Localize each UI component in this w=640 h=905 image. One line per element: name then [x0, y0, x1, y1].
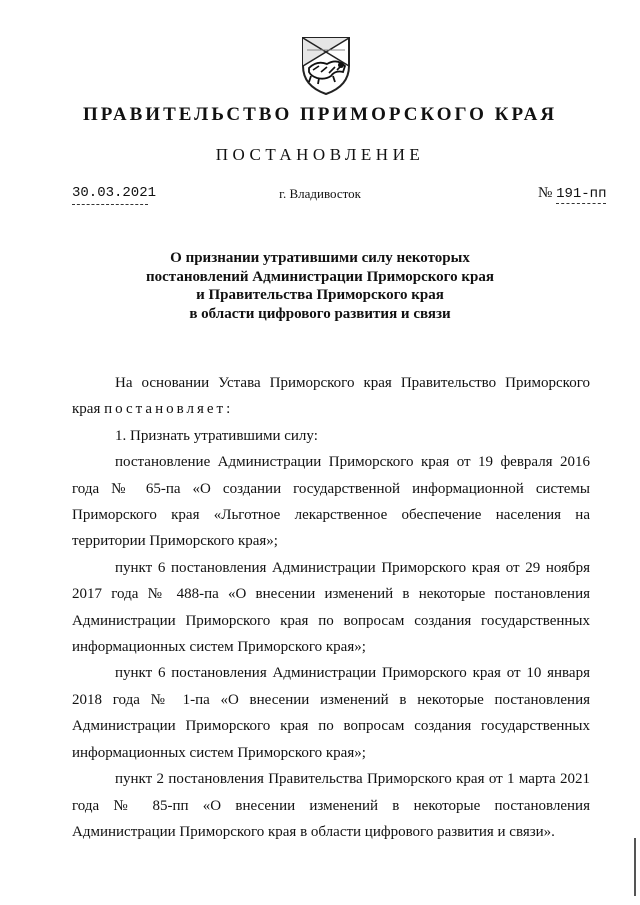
- date-underline: [72, 204, 148, 205]
- intro-text: На основании Устава Приморского края Правительство Приморского края: [72, 375, 590, 418]
- number-sign: №: [538, 185, 553, 201]
- government-name: ПРАВИТЕЛЬСТВО ПРИМОРСКОГО КРАЯ: [82, 104, 558, 125]
- list-item: пункт 6 постановления Администрации Приморского края от 10 января 2018 года № 1-па «О внесении изменений в некоторые постановления Администрации Приморского края по вопросам создания государственных информационных систем Приморского края»;: [72, 665, 590, 761]
- decree-number-value: 191-пп: [556, 186, 607, 202]
- list-item: постановление Администрации Приморского края от 19 февраля 2016 года № 65-па «О создании государственной информационной системы Приморского края «Льготное лекарственное обеспечение населения на территории Приморского края»;: [72, 454, 590, 550]
- decree-number: [538, 185, 606, 202]
- decree-body: [72, 370, 590, 845]
- list-item: пункт 6 постановления Администрации Приморского края от 29 ноября 2017 года № 488-па «О внесении изменений в некоторые постановления Администрации Приморского края по вопросам создания государственных информационных систем Приморского края»;: [72, 559, 590, 656]
- decree-city: г. Владивосток: [279, 186, 361, 201]
- intro-paragraph: [72, 370, 590, 423]
- document-type: ПОСТАНОВЛЕНИЕ: [215, 145, 425, 164]
- scan-edge-mark: [634, 838, 636, 896]
- title-line: постановлений Администрации Приморского края: [146, 268, 494, 285]
- primorsky-krai-coat-of-arms-icon: [299, 36, 353, 96]
- decree-title: [0, 249, 640, 323]
- intro-resolves: постановляет:: [104, 401, 234, 418]
- decree-date: 30.03.2021: [72, 185, 157, 201]
- item-1: 1. Признать утратившими силу:: [115, 427, 318, 444]
- title-line: в области цифрового развития и связи: [189, 305, 451, 322]
- title-line: и Правительства Приморского края: [196, 287, 444, 303]
- title-line: О признании утратившими силу некоторых: [170, 250, 470, 266]
- list-item: пункт 2 постановления Правительства Приморского края от 1 марта 2021 года № 85-пп «О внесении изменений в некоторые постановления Администрации Приморского края в области цифрового развития и связи».: [72, 771, 590, 840]
